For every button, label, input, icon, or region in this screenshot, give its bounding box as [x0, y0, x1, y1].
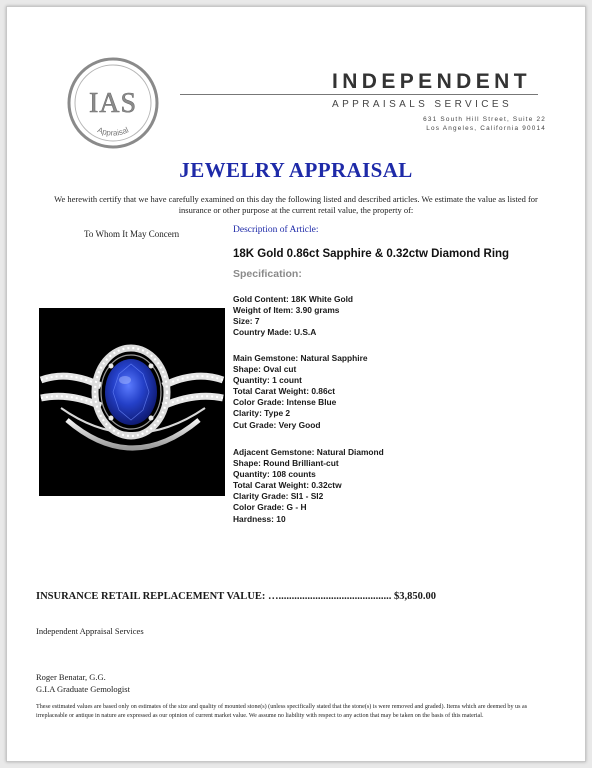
spec-main-cut: Cut Grade: Very Good [233, 419, 321, 430]
spec-main-color: Color Grade: Intense Blue [233, 397, 337, 408]
address-line-2: Los Angeles, California 90014 [426, 125, 546, 132]
description-label: Description of Article: [233, 225, 319, 235]
insurance-value-leader: …........................................... [268, 591, 392, 602]
insurance-value-line [36, 591, 436, 602]
spec-gold-content: Gold Content: 18K White Gold [233, 294, 354, 304]
spec-main-gemstone: Main Gemstone: Natural Sapphire [233, 353, 368, 363]
spec-main-quantity: Quantity: 1 count [233, 375, 302, 386]
spec-main-carat: Total Carat Weight: 0.86ct [233, 386, 336, 397]
insurance-value-amount: $3,850.00 [394, 591, 437, 602]
company-subtitle: APPRAISALS SERVICES [332, 99, 513, 110]
logo-letters: IAS [88, 88, 138, 119]
article-title: 18K Gold 0.86ct Sapphire & 0.32ctw Diamond Ring [233, 248, 510, 260]
certification-text: We herewith certify that we have carefully examined on this day the following listed and described articles. We estimate the value as listed for insurance or other purpose at the current retail value, the property of: [54, 194, 538, 215]
spec-size: Size: 7 [233, 316, 260, 327]
appraiser-title: G.I.A Graduate Gemologist [36, 684, 130, 694]
header-divider [180, 94, 538, 95]
spec-adjacent-carat: Total Carat Weight: 0.32ctw [233, 480, 342, 491]
spec-adjacent-quantity: Quantity: 108 counts [233, 469, 316, 480]
spec-country: Country Made: U.S.A [233, 327, 317, 338]
spec-adjacent-clarity: Clarity Grade: SI1 - SI2 [233, 491, 324, 502]
metal-spec-group [233, 294, 353, 338]
spec-adjacent-color: Color Grade: G - H [233, 502, 307, 513]
document-title: JEWELRY APPRAISAL [179, 158, 413, 182]
svg-text:Appraisal [96, 125, 130, 137]
appraiser-name: Roger Benatar, G.G. [36, 672, 106, 682]
address-line-1: 631 South Hill Street, Suite 22 [423, 116, 546, 123]
ring-photo [39, 308, 225, 496]
spec-main-shape: Shape: Oval cut [233, 364, 297, 375]
spec-adjacent-shape: Shape: Round Brilliant-cut [233, 458, 339, 469]
spec-hardness: Hardness: 10 [233, 513, 286, 524]
company-name: INDEPENDENT [332, 70, 531, 93]
spec-weight: Weight of Item: 3.90 grams [233, 305, 340, 316]
disclaimer-text: These estimated values are based only on estimates of the size and quality of mounted stone(s) (unless specifically stated that the stone(s) is were removed and graded). Items which are deemed by us as irreplaceable or antique in nature are expressed as our opinion of current market value. We assume no liability with respect to any action that may be taken on the basis of this material. [36, 704, 528, 719]
footer-company: Independent Appraisal Services [36, 626, 144, 636]
property-owner: To Whom It May Concern [84, 229, 180, 239]
insurance-value-label: INSURANCE RETAIL REPLACEMENT VALUE: [36, 591, 266, 602]
specification-label: Specification: [233, 268, 302, 280]
ias-logo [66, 56, 160, 150]
adjacent-gemstone-spec-group [233, 447, 384, 525]
spec-main-clarity: Clarity: Type 2 [233, 408, 291, 419]
logo-arc-text: Appraisal [96, 125, 130, 138]
main-gemstone-spec-group [233, 353, 368, 431]
spec-adjacent-gemstone: Adjacent Gemstone: Natural Diamond [233, 447, 384, 457]
